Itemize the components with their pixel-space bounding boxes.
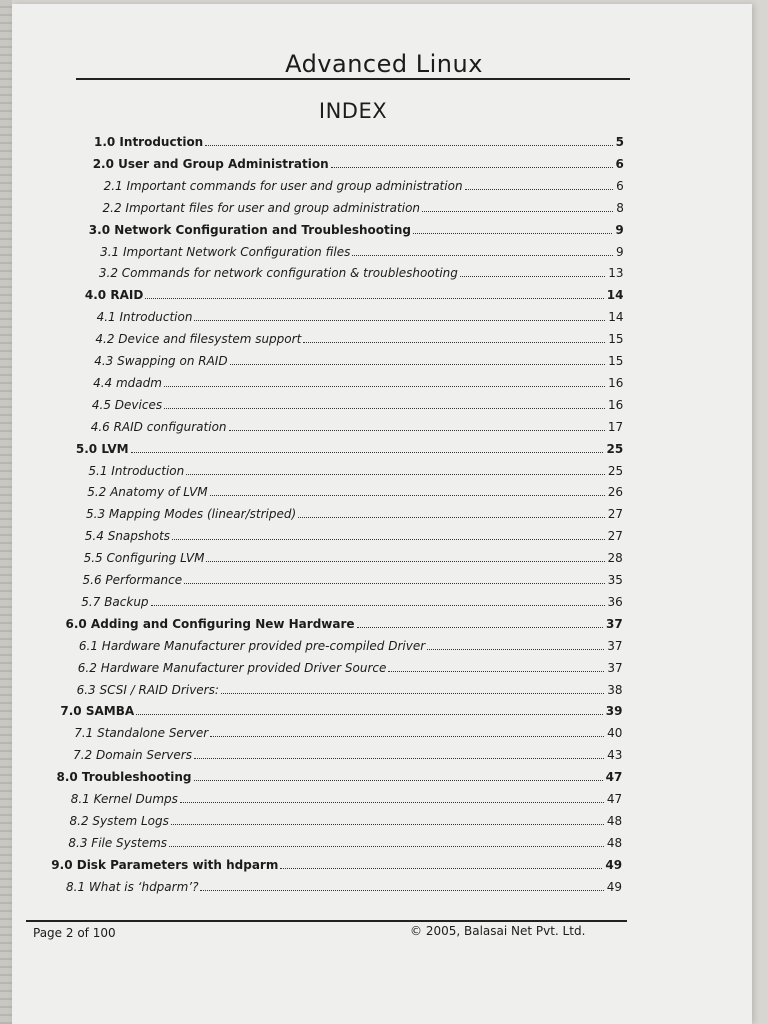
toc-entry-title: 8.3 File Systems [68,835,168,850]
toc-entry-title: 3.0 Network Configuration and Troubleshooting [88,222,411,237]
toc-entry-page: 39 [605,704,623,719]
toc-entry [95,328,623,348]
toc-entry [68,832,622,852]
dot-leader [280,854,602,869]
dot-leader [205,131,612,146]
toc-entry-page: 37 [605,616,623,631]
dot-leader [194,306,605,321]
toc-entry [77,679,623,699]
toc-entry [88,460,623,480]
dot-leader [427,635,604,650]
toc-entry [78,657,623,677]
toc-entry-title: 3.2 Commands for network configuration & troubleshooting [98,266,458,281]
toc-entry-page: 16 [608,375,624,390]
toc-entry-title: 5.2 Anatomy of LVM [87,485,208,500]
toc-entry-page: 36 [607,594,623,609]
toc-entry [85,525,623,545]
book-title: Advanced Linux [285,50,483,78]
toc-entry [51,854,622,874]
dot-leader [172,525,605,540]
toc-entry-page: 38 [607,682,623,697]
toc-entry-page: 49 [606,879,622,894]
dot-leader [164,394,605,409]
dot-leader [164,372,605,387]
toc-entry-page: 8 [616,200,624,215]
dot-leader [303,328,605,343]
toc-entry-title: 4.0 RAID [84,288,144,303]
dot-leader [388,657,604,672]
toc-entry-page: 40 [607,726,623,741]
copyright-notice: © 2005, Balasai Net Pvt. Ltd. [410,924,586,938]
toc-entry [74,722,622,742]
toc-entry-title: 5.5 Configuring LVM [83,551,205,566]
toc-entry-page: 13 [608,266,624,281]
toc-entry-title: 6.0 Adding and Configuring New Hardware [65,616,355,631]
toc-entry [93,372,623,392]
toc-entry-title: 6.3 SCSI / RAID Drivers: [76,682,219,697]
toc-entry-title: 1.0 Introduction [94,135,204,149]
toc-entry-page: 14 [606,288,624,303]
toc-entry-page: 48 [606,835,623,850]
toc-entry-title: 8.2 System Logs [69,813,169,828]
toc-entry-title: 5.1 Introduction [88,463,185,478]
toc-entry-page: 6 [616,178,624,193]
toc-entry [60,700,622,720]
dot-leader [186,460,605,475]
toc-entry-page: 49 [605,857,623,872]
dot-leader [221,679,604,694]
toc-entry-title: 7.1 Standalone Server [74,726,209,741]
toc-entry-title: 5.4 Snapshots [84,529,171,544]
dot-leader [145,284,604,299]
toc-entry-page: 25 [607,463,624,478]
toc-entry-page: 27 [607,529,623,544]
dot-leader [331,153,613,168]
footer-divider [26,920,627,922]
toc-entry-page: 47 [606,792,623,806]
toc-entry-title: 4.6 RAID configuration [90,419,227,434]
toc-entry-page: 27 [607,507,623,522]
toc-entry-title: 7.0 SAMBA [60,704,135,719]
toc-entry-title: 2.2 Important files for user and group administration [102,200,421,215]
toc-entry-page: 47 [605,770,623,785]
dot-leader [194,744,604,759]
toc-entry [76,438,623,458]
toc-entry-title: 5.6 Performance [82,573,183,587]
toc-entry [83,569,623,589]
dot-leader [131,438,604,453]
dot-leader [210,481,605,496]
toc-entry [99,262,624,282]
dot-leader [465,175,614,190]
dot-leader [230,350,606,365]
toc-entry-title: 9.0 Disk Parameters with hdparm [51,857,279,872]
toc-entry [57,766,623,786]
dot-leader [194,766,603,781]
dot-leader [357,613,603,628]
dot-leader [136,700,603,715]
dot-leader [200,876,603,891]
dot-leader [151,591,605,606]
toc-entry-page: 37 [607,638,623,653]
toc-entry-title: 4.5 Devices [91,397,163,412]
toc-entry [97,306,624,326]
toc-entry-title: 8.1 What is ‘hdparm’? [66,879,199,894]
toc-entry-title: 3.1 Important Network Configuration files [100,244,351,259]
dot-leader [460,262,605,277]
dot-leader [352,241,613,256]
toc-entry [66,613,623,633]
toc-entry [91,416,624,436]
dot-leader [184,569,605,584]
toc-entry [73,744,622,764]
toc-entry-page: 9 [616,244,624,259]
toc-entry-title: 5.0 LVM [75,441,129,456]
toc-entry-title: 4.3 Swapping on RAID [94,354,228,368]
toc-entry-page: 6 [615,156,624,171]
toc-entry-page: 15 [608,354,624,368]
toc-entry [93,153,624,173]
toc-entry-page: 16 [608,397,624,412]
toc-entry-page: 43 [607,748,623,763]
page-number: Page 2 of 100 [33,926,116,940]
toc-entry-title: 5.3 Mapping Modes (linear/striped) [86,507,297,522]
toc-entry-page: 15 [608,332,624,347]
toc-entry-page: 26 [607,485,624,500]
toc-entry [79,635,623,655]
toc-entry-page: 25 [606,441,624,456]
dot-leader [210,722,604,737]
toc-entry-title: 6.2 Hardware Manufacturer provided Driver Source [77,660,387,675]
toc-entry-title: 5.7 Backup [81,594,149,609]
toc-entry [86,503,623,523]
toc-entry [94,350,623,370]
toc-entry-title: 2.0 User and Group Administration [92,156,329,171]
dot-leader [171,810,604,825]
toc-entry [103,197,624,217]
toc-entry [94,131,624,151]
toc-entry-page: 28 [607,551,623,566]
toc-entry [89,219,624,239]
toc-entry [84,547,623,567]
toc-entry [87,481,623,501]
toc-entry-page: 14 [608,310,624,325]
dot-leader [422,197,613,212]
dot-leader [413,219,612,234]
toc-entry [71,788,623,808]
dot-leader [180,788,604,803]
dot-leader [298,503,605,518]
toc-entry [100,241,624,261]
dot-leader [169,832,604,847]
toc-entry-page: 9 [615,222,624,237]
toc-entry-page: 48 [606,813,623,828]
toc-entry-title: 2.1 Important commands for user and group administration [103,178,463,193]
toc-entry-page: 5 [615,135,624,149]
toc-entry-title: 4.2 Device and filesystem support [95,332,302,347]
toc-entry-title: 8.0 Troubleshooting [56,770,192,785]
toc-entry-title: 8.1 Kernel Dumps [70,792,178,806]
toc-entry-page: 37 [607,660,623,675]
toc-entry-title: 4.4 mdadm [93,375,162,390]
toc-entry-page: 35 [607,573,623,587]
toc-entry [66,876,622,896]
toc-entry-title: 7.2 Domain Servers [73,748,192,763]
toc-entry-page: 17 [607,419,624,434]
index-heading: INDEX [318,99,388,123]
toc-entry [92,394,623,414]
toc-entry-title: 6.1 Hardware Manufacturer provided pre-compiled Driver [78,638,426,653]
dot-leader [206,547,604,562]
dot-leader [229,416,605,431]
toc-entry [70,810,623,830]
toc-entry [104,175,624,195]
toc-entry [85,284,624,304]
toc-entry-title: 4.1 Introduction [96,310,193,325]
toc-entry [81,591,623,611]
